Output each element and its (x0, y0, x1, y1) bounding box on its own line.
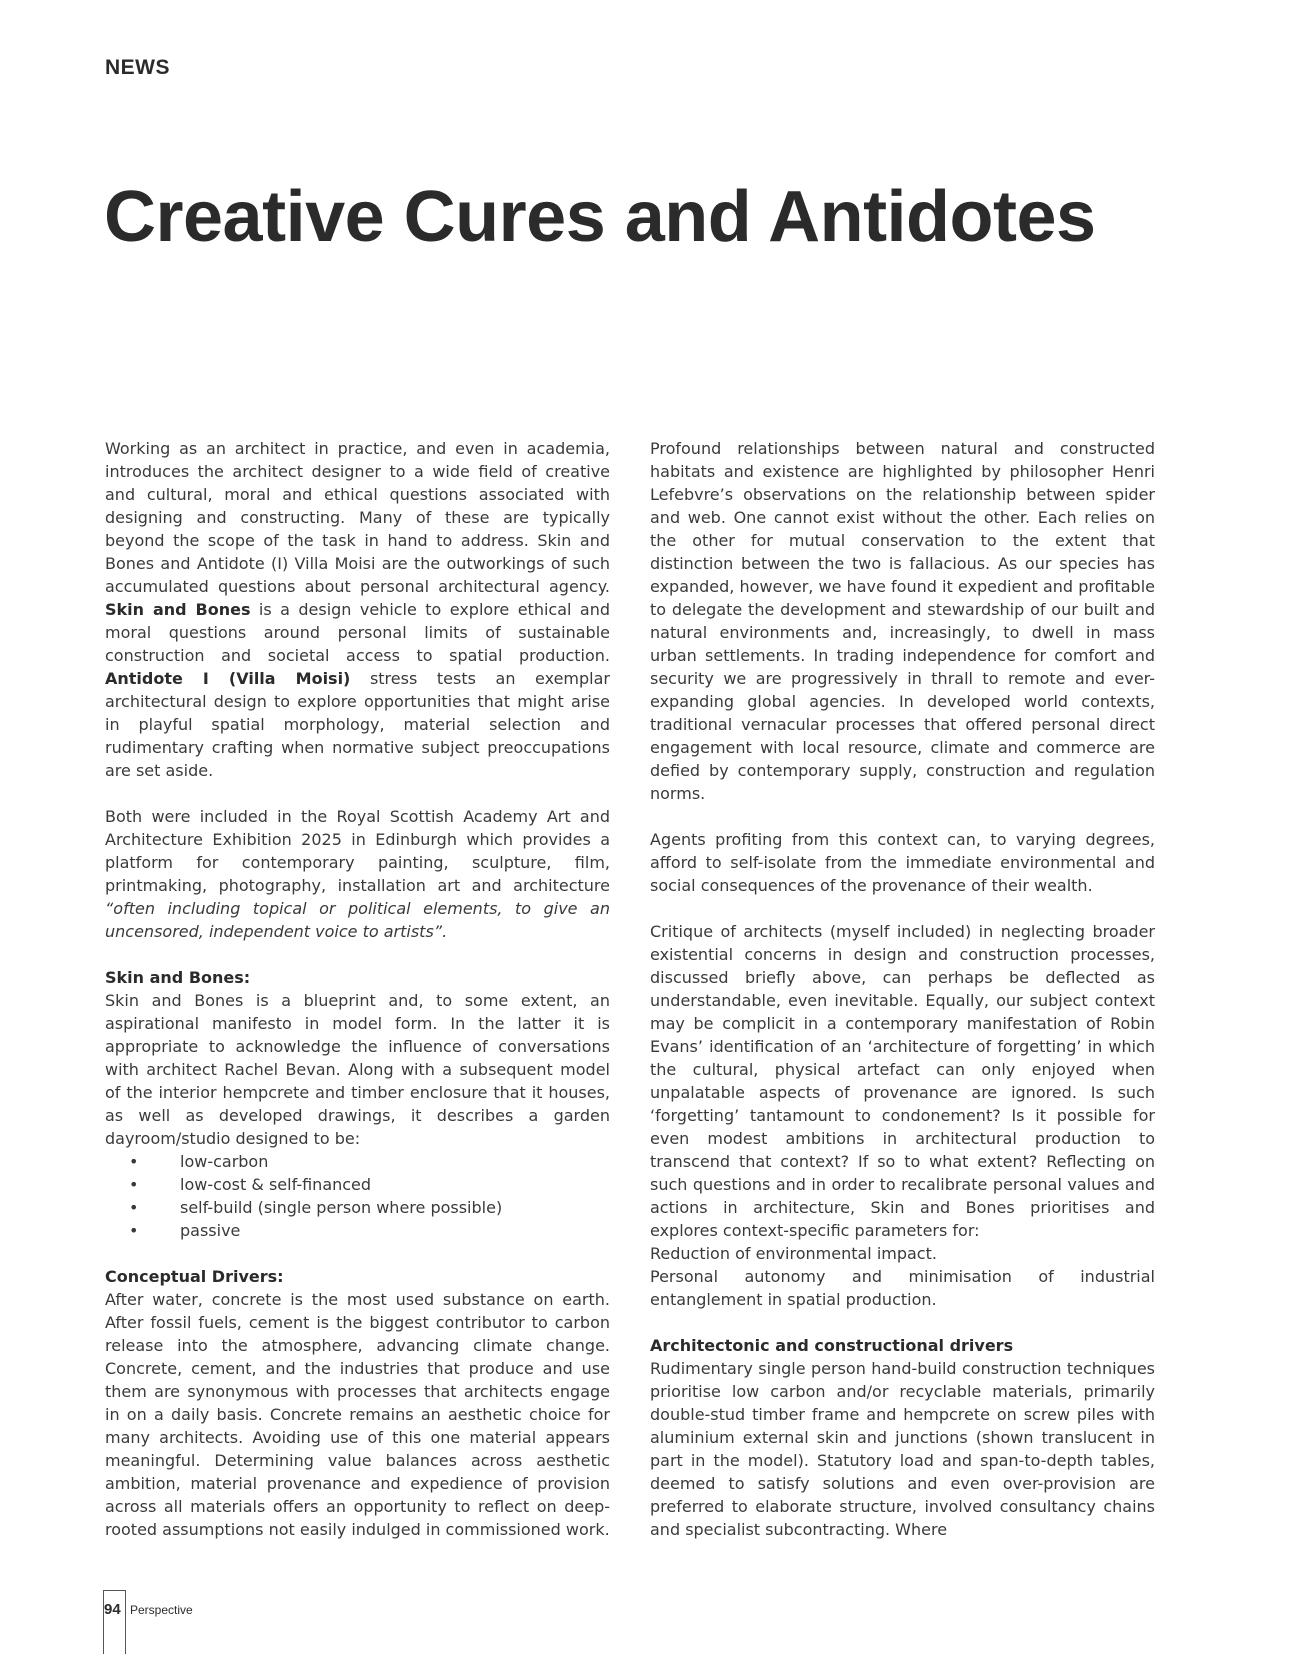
left-column (105, 437, 610, 1541)
paragraph: Personal autonomy and minimisation of industrial entanglement in spatial production. (650, 1267, 1155, 1309)
paragraph (105, 805, 610, 943)
paragraph: After water, concrete is the most used substance on earth. After fossil fuels, cement is the biggest contributor to carbon release into the atmosphere, advancing climate change. Concrete, cement, and the industries that produce and use them are synonymous with processes that architects engage in on a daily basis. Concrete remains an aesthetic choice for many architects. Avoiding use of this one material appears meaningful. Determining value balances across aesthetic ambition, material provenance and expedience of provision across all materials offers an opportunity to reflect on deep-rooted assumptions not easily indulged in commissioned work. (105, 1290, 610, 1539)
subheading-architectonic-drivers: Architectonic and constructional drivers (650, 1336, 1014, 1355)
text-run: Both were included in the Royal Scottish Academy Art and Architecture Exhibition 2025 in Edinburgh which provides a platform for contemporary painting, sculpture, film, printmaking, photography, installation art and architecture (105, 807, 610, 895)
paragraph: Critique of architects (myself included) in neglecting broader existential concerns in design and construction processes, discussed briefly above, can perhaps be deflected as understandable, even inevitable. Equally, our subject context may be complicit in a contemporary manifestation of Robin Evans’ identification of an ‘architecture of forgetting’ in which the cultural, physical artefact can only enjoyed when unpalatable aspects of provenance are ignored. Is such ‘forgetting’ tantamount to condonement? Is it possible for even modest ambitions in architectural production to transcend that context? If so to what extent? Reflecting on such questions and in order to recalibrate personal values and actions in architecture, Skin and Bones prioritises and explores context-specific parameters for: (650, 922, 1155, 1240)
paragraph: Profound relationships between natural and constructed habitats and existence are highlighted by philosopher Henri Lefebvre’s observations on the relationship between spider and web. One cannot exist without the other. Each relies on the other for mutual conservation to the extent that distinction between the two is fallacious. As our species has expanded, however, we have found it expedient and profitable to delegate the development and stewardship of our built and natural environments and, increasingly, to dwell in mass urban settlements. In trading independence for comfort and security we are progressively in thrall to remote and ever-expanding global agencies. In developed world contexts, traditional vernacular processes that offered personal direct engagement with local resource, climate and commerce are defied by contemporary supply, construction and regulation norms. (650, 439, 1155, 803)
right-column (650, 437, 1155, 1541)
text-run: Working as an architect in practice, and even in academia, introduces the architect designer to a wide field of creative and cultural, moral and ethical questions associated with designing and constructing. Many of these are typically beyond the scope of the task in hand to address. Skin and Bones and Antidote (I) Villa Moisi are the outworkings of such accumulated questions about personal architectural agency. (105, 439, 610, 596)
paragraph: Reduction of environmental impact. (650, 1244, 937, 1263)
list-item: • low-cost & self-financed (105, 1173, 610, 1196)
bullet-list (105, 1150, 610, 1242)
paragraph: Skin and Bones is a blueprint and, to some extent, an aspirational manifesto in model form. In the latter it is appropriate to acknowledge the influence of conversations with architect Rachel Bevan. Along with a subsequent model of the interior hempcrete and timber enclosure that it houses, as well as developed drawings, it describes a garden dayroom/studio designed to be: (105, 991, 610, 1148)
list-item: • low-carbon (105, 1150, 610, 1173)
subheading-conceptual-drivers: Conceptual Drivers: (105, 1267, 284, 1286)
publication-name: Perspective (130, 1603, 193, 1617)
page-number: 94 (104, 1601, 121, 1618)
paragraph: Rudimentary single person hand-build construction techniques prioritise low carbon and/or recyclable materials, primarily double-stud timber frame and hempcrete on screw piles with aluminium external skin and junctions (shown translucent in part in the model). Statutory load and span-to-depth tables, deemed to satisfy solutions and even over-provision are preferred to elaborate structure, involved consultancy chains and specialist subcontracting. Where (650, 1359, 1155, 1539)
bold-term: Skin and Bones (105, 600, 251, 619)
list-item: • self-build (single person where possible) (105, 1196, 610, 1219)
text-run: is a design vehicle to explore ethical and moral questions around personal limits of sustainable construction and societal access to spatial production. (105, 600, 610, 665)
bold-term: Antidote I (Villa Moisi) (105, 669, 351, 688)
paragraph: Agents profiting from this context can, to varying degrees, afford to self-isolate from the immediate environmental and social consequences of the provenance of their wealth. (650, 830, 1155, 895)
paragraph (105, 437, 610, 782)
list-item: • passive (105, 1219, 610, 1242)
article-title: Creative Cures and Antidotes (104, 177, 1096, 257)
footer-bar (103, 1590, 126, 1654)
text-run: stress tests an exemplar architectural design to explore opportunities that might arise in playful spatial morphology, material selection and rudimentary crafting when normative subject preoccupations are set aside. (105, 669, 610, 780)
subheading-skin-and-bones: Skin and Bones: (105, 968, 251, 987)
quote: “often including topical or political elements, to give an uncensored, independent voice to artists”. (105, 899, 610, 941)
section-label: NEWS (105, 56, 170, 79)
